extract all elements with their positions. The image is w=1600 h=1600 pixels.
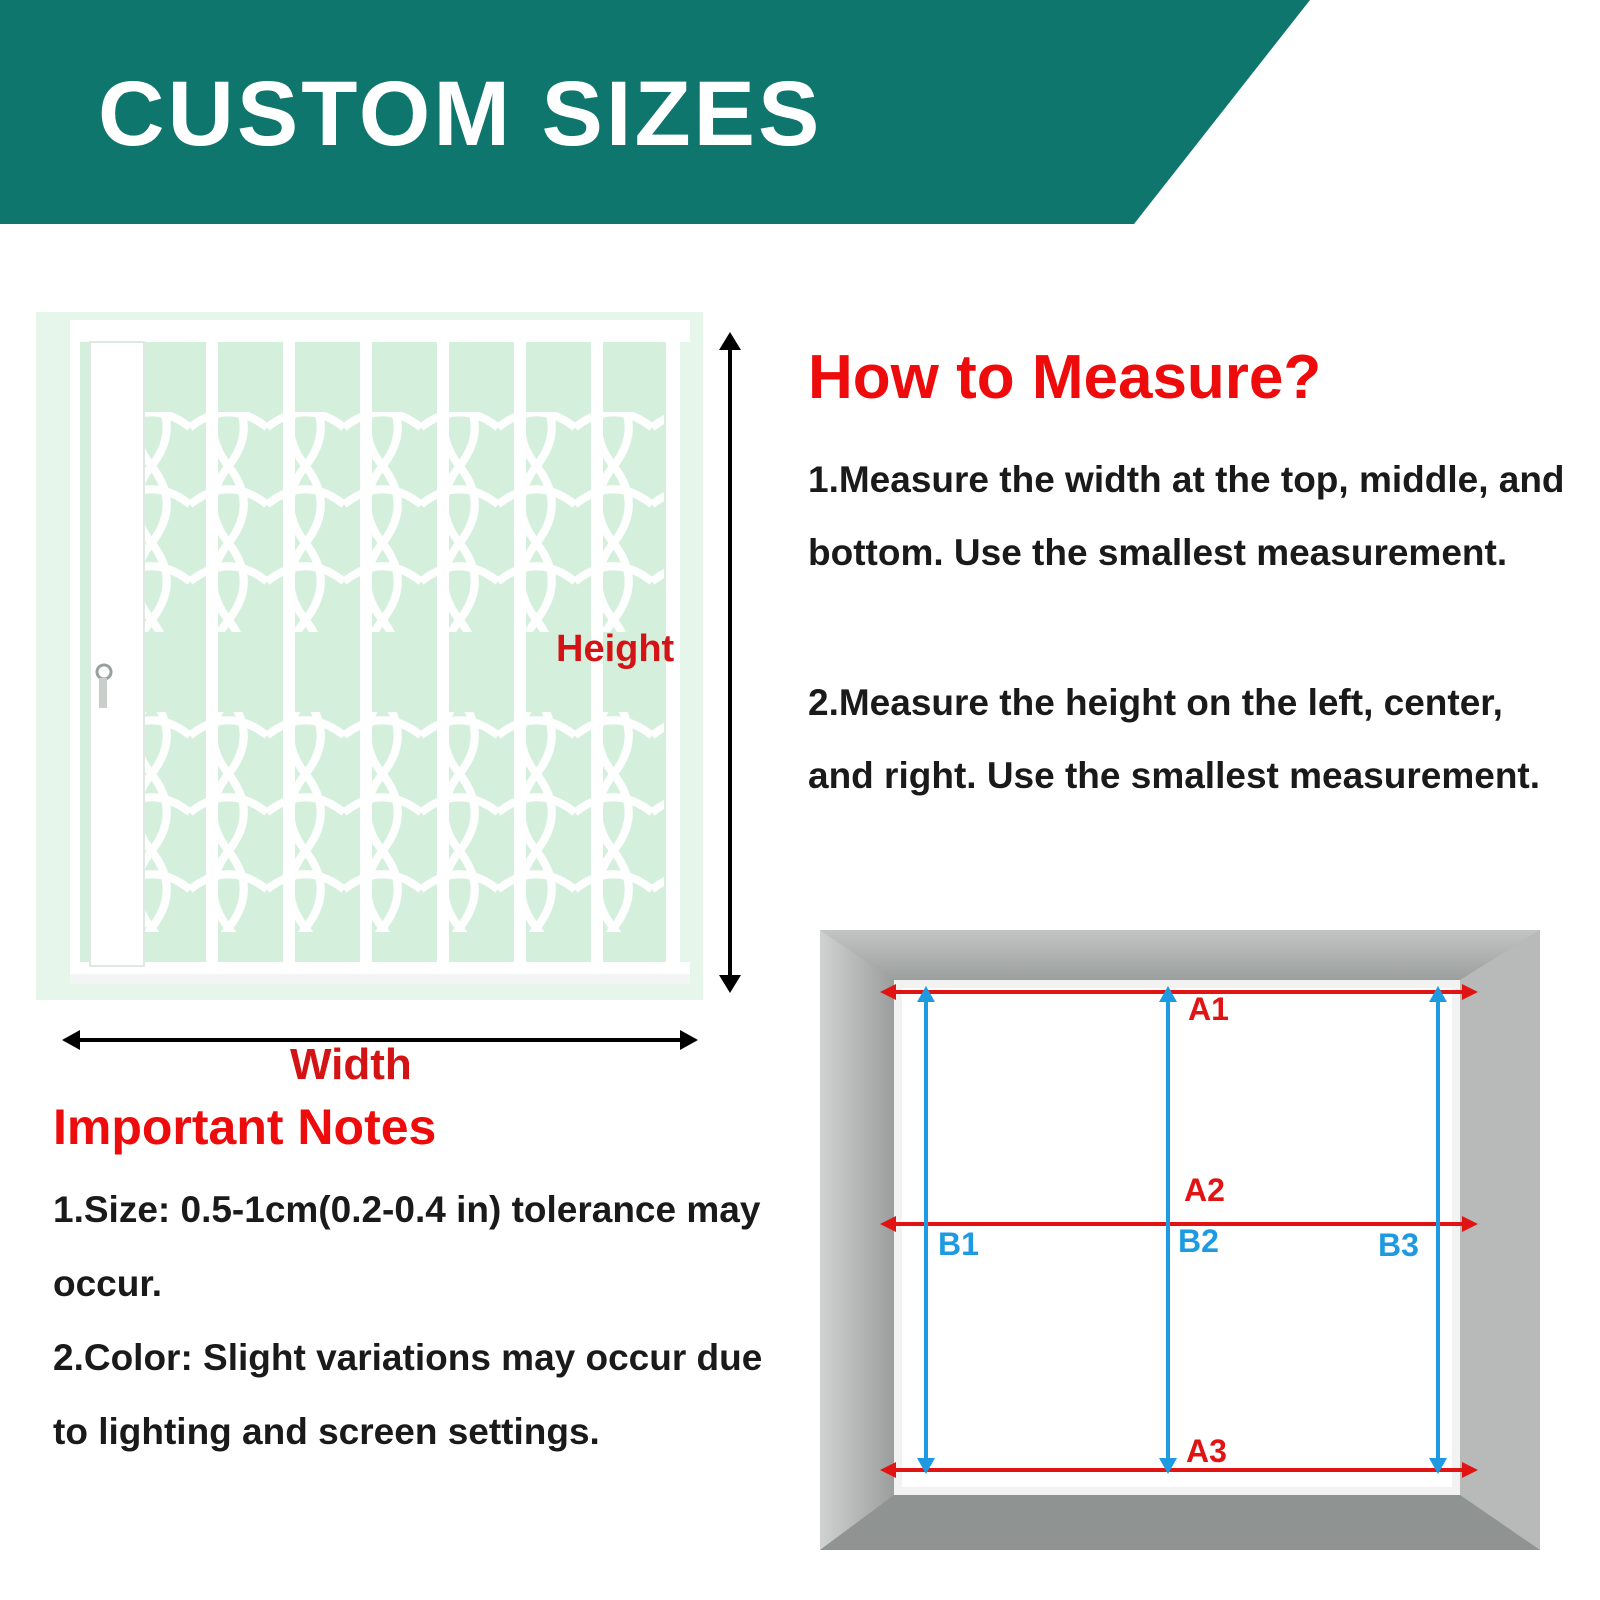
height-arrow: [700, 330, 760, 995]
width-label: Width: [290, 1040, 412, 1089]
frame-left: [820, 930, 894, 1550]
label-a2: A2: [1184, 1172, 1225, 1208]
frame-right: [1460, 930, 1540, 1550]
measure-step-height: 2.Measure the height on the left, center, and right. Use the smallest measurement.: [808, 682, 1541, 796]
label-b1: B1: [938, 1226, 979, 1262]
note-size-tolerance: 1.Size: 0.5-1cm(0.2-0.4 in) tolerance may occur.: [53, 1189, 761, 1304]
label-b3: B3: [1378, 1227, 1419, 1263]
note-color-variation: 2.Color: Slight variations may occur due to lighting and screen settings.: [53, 1337, 763, 1452]
how-to-measure-heading: How to Measure?: [808, 343, 1322, 412]
frame-bottom: [820, 1495, 1540, 1550]
frame-top: [820, 930, 1540, 980]
height-label: Height: [556, 628, 675, 670]
measure-step-width: 1.Measure the width at the top, middle, and bottom. Use the smallest measurement.: [808, 459, 1565, 573]
banner-title: CUSTOM SIZES: [98, 63, 823, 165]
frame-measurement-diagram: [820, 930, 1540, 1550]
label-b2: B2: [1178, 1223, 1219, 1259]
label-a1: A1: [1188, 991, 1229, 1027]
important-notes-heading: Important Notes: [53, 1099, 437, 1155]
label-a3: A3: [1186, 1433, 1227, 1469]
